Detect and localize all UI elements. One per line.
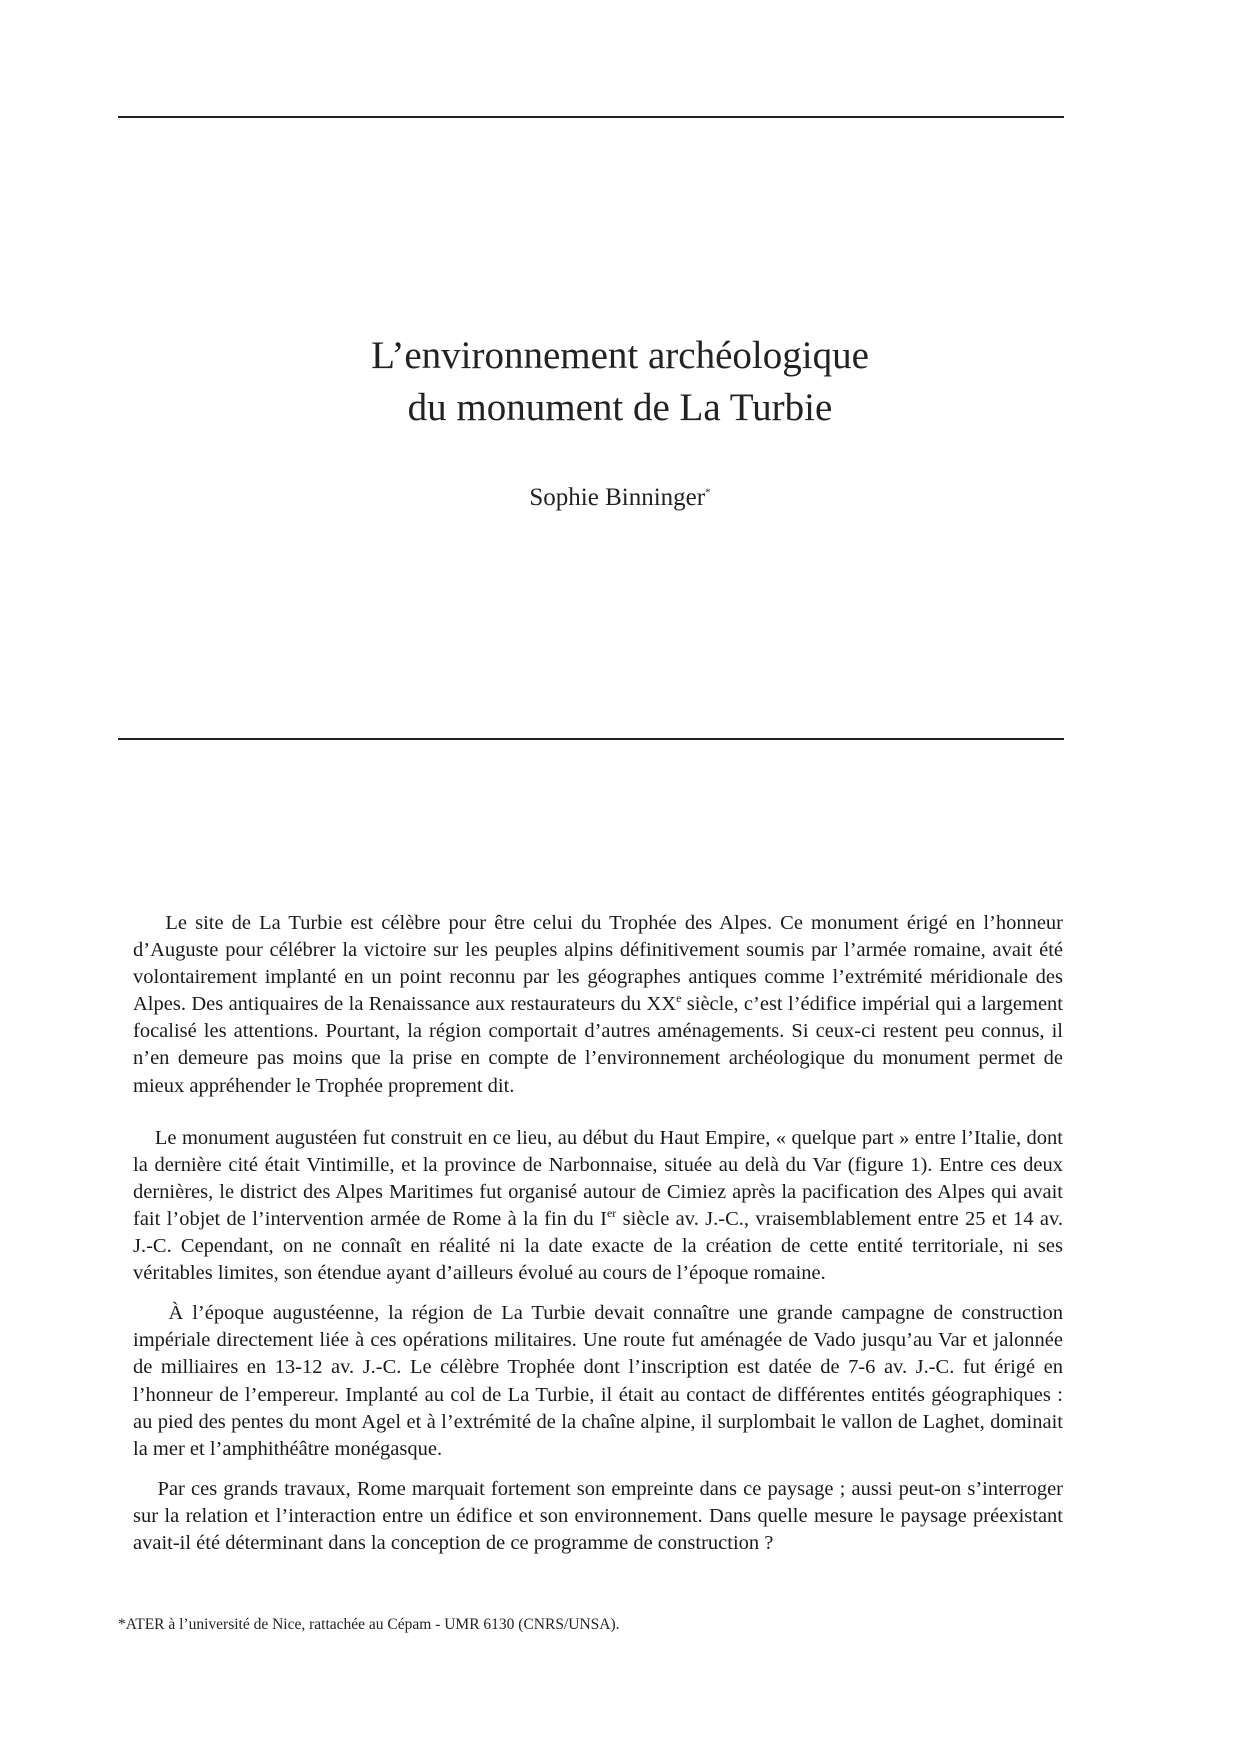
paragraph-3-text: À l’époque augustéenne, la région de La Turbie devait connaître une grande campagne de construction impériale directement liée à ces opérations militaires. Une route fut aménagée de Vado jusqu’au Var et jalonnée de milliaires en 13-12 av. J.-C. Le célèbre Trophée dont l’inscription est datée de 7-6 av. J.-C. fut érigé en l’honneur de l’empereur. Implanté au col de La Turbie, il était au contact de différentes entités géographiques : au pied des pentes du mont Agel et à l’extrémité de la chaîne alpine, il surplombait le vallon de Laghet, dominait la mer et l’amphithéâtre monégasque. xyxy=(133,1302,1064,1460)
paragraph-2-text: Le monument augustéen fut construit en ce lieu, au début du Haut Empire, « quelque part » entre l’Italie, dont la dernière cité était Vintimille, et la province de Narbonnaise, située au delà du Var (figure 1). Entre ces deux dernières, le district des Alpes Maritimes fut organisé autour de Cimiez après la pacification des Alpes qui avait fait l’objet de l’intervention armée de Rome à la fin du I xyxy=(133,1126,1063,1230)
author-footnote-mark: * xyxy=(705,486,711,499)
title-line-1: L’environnement archéologique xyxy=(371,334,869,377)
article-body xyxy=(133,910,1063,1557)
paragraph-4-text: Par ces grands travaux, Rome marquait fortement son empreinte dans ce paysage ; aussi peut-on s’interroger sur la relation et l’interaction entre un édifice et son environnement. Dans quelle mesure le paysage préexistant avait-il été déterminant dans la conception de ce programme de construction ? xyxy=(133,1477,1064,1554)
article-title xyxy=(0,330,1240,434)
paragraph-1-text: Le site de La Turbie est célèbre pour être celui du Trophée des Alpes. Ce monument érigé en l’honneur d’Auguste pour célébrer la victoire sur les peuples alpins définitivement soumis par l’armée romaine, avait été volontairement implanté en un point reconnu par les géographes antiques comme l’extrémité méridionale des Alpes. Des antiquaires de la Renaissance aux restaurateurs du XX xyxy=(133,912,1064,1016)
author-name: Sophie Binninger xyxy=(529,484,706,511)
footnote: *ATER à l’université de Nice, rattachée au Cépam - UMR 6130 (CNRS/UNSA). xyxy=(118,1616,620,1633)
author-line xyxy=(0,484,1240,512)
paragraph-2 xyxy=(133,1125,1063,1288)
paragraph-3 xyxy=(133,1300,1063,1463)
paragraph-2-rest: siècle av. J.-C., vraisemblablement entre 25 et 14 av. J.-C. Cependant, on ne connaît en réalité ni la date exacte de la création de cette entité territoriale, ni ses véritables limites, son étendue ayant d’ailleurs évolué au cours de l’époque romaine. xyxy=(133,1207,1063,1285)
top-rule xyxy=(118,116,1064,118)
title-line-2: du monument de La Turbie xyxy=(407,386,833,429)
paragraph-4 xyxy=(133,1476,1063,1557)
section-rule xyxy=(118,738,1064,740)
paragraph-1-superscript: e xyxy=(676,991,682,1006)
paragraph-2-superscript: er xyxy=(606,1206,617,1221)
paragraph-1 xyxy=(133,910,1063,1100)
paragraph-1-rest: siècle, c’est l’édifice impérial qui a largement focalisé les attentions. Pourtant, la région comportait d’autres aménagements. Si ceux-ci restent peu connus, il n’en demeure pas moins que la prise en compte de l’environnement archéologique du monument permet de mieux appréhender le Trophée proprement dit. xyxy=(133,993,1063,1097)
